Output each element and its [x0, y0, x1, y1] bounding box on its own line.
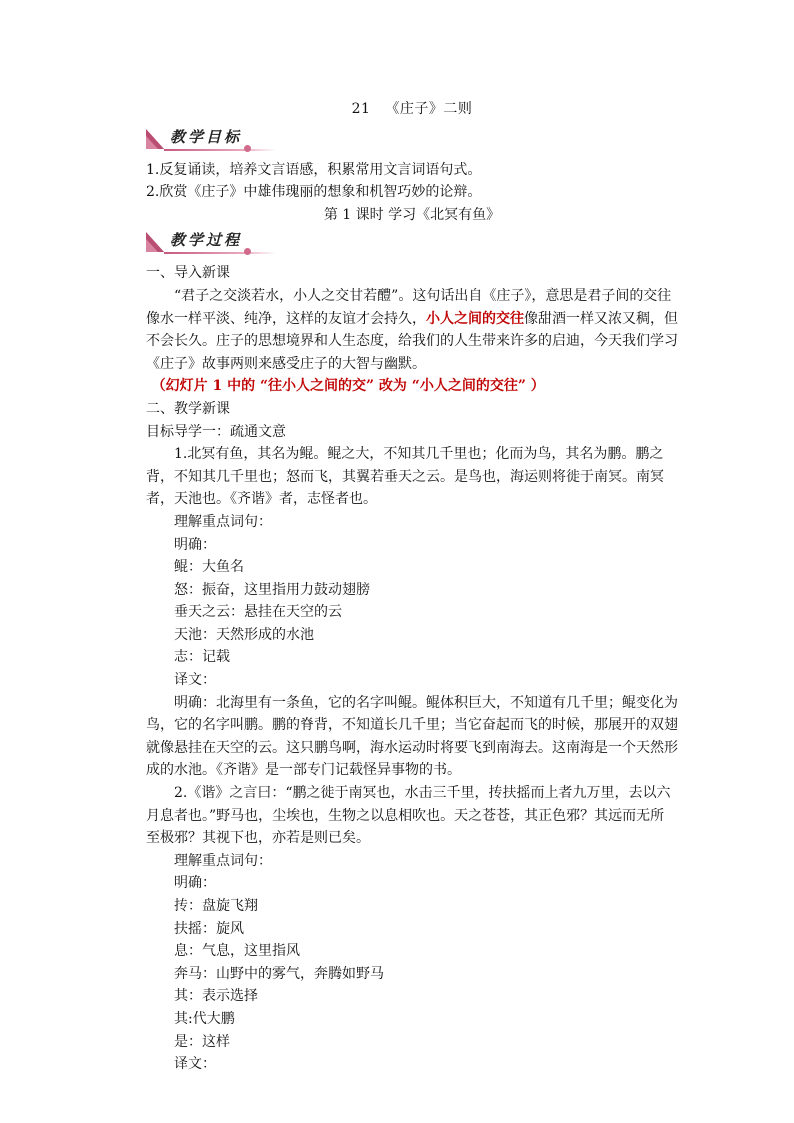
banner-underline [164, 149, 276, 151]
term-item: 垂天之云：悬挂在天空的云 [174, 604, 342, 621]
source-paragraph: 2.《谐》之言曰：“鹏之徙于南冥也，水击三千里，抟扶摇而上者九万里，去以六月息者也。”野马也，尘埃也，生物之以息相吹也。天之苍苍，其正色邪？其远而无所至极邪？其视下也，亦若是则已矣。 [146, 785, 671, 847]
term-item: 天池：天然形成的水池 [174, 626, 314, 643]
objectives-banner [144, 125, 274, 151]
term-item: 抟：盘旋飞翔 [174, 898, 258, 914]
source-paragraph: 1.北冥有鱼，其名为鲲。鲲之大，不知其几千里也；化而为鸟，其名为鹏。鹏之背，不知其几千里也；怒而飞，其翼若垂天之云。是鸟也，海运则将徙于南冥。南冥者，天池也。《齐谐》者，志怪者也。 [146, 446, 664, 508]
lesson-name: 《庄子》二则 [385, 101, 473, 117]
section-heading: 一、导入新课 [146, 265, 230, 282]
goal-heading: 目标导学一：疏通文意 [146, 423, 286, 440]
term-item: 鲲：大鱼名 [174, 559, 244, 576]
banner-underline [164, 252, 276, 254]
translation-paragraph: 明确：北海里有一条鱼，它的名字叫鲲。鲲体积巨大，不知道有几千里；鲲变化为鸟，它的名字叫鹏。鹏的脊背，不知道长几千里；当它奋起而飞的时候，那展开的双翅就像悬挂在天空的云。这只鹏鸟啊，海水运动时将要飞到南海去。这南海是一个天然形成的水池。《齐谐》是一部专门记载怪异事物的书。 [146, 694, 678, 779]
flag-icon [144, 127, 166, 149]
term-item: 扶摇：旋风 [174, 920, 244, 937]
intro-paragraph [146, 285, 678, 375]
key-words-label: 理解重点词句： [174, 513, 272, 530]
term-item: 怒：振奋，这里指用力鼓动翅膀 [174, 581, 370, 598]
process-banner-label: 教学过程 [170, 231, 243, 250]
page-title [146, 98, 678, 121]
process-banner [144, 228, 274, 254]
intro-text: “君子之交淡若水，小人之交甘若醴”。这句话出自《庄子》，意思是君子间的交往像水一样平淡、纯净，这样的友谊才会持久， [146, 287, 672, 327]
term-item: 息：气息，这里指风 [174, 943, 300, 960]
translation-label: 译文： [174, 1056, 216, 1073]
term-item: 志：记载 [174, 649, 230, 666]
lesson-number: 21 [351, 101, 371, 117]
clarify-label: 明确： [174, 536, 216, 553]
clarify-label: 明确： [174, 875, 216, 892]
term-item: 奔马：山野中的雾气，奔腾如野马 [174, 965, 384, 982]
document-content [146, 98, 678, 1076]
translation-label: 译文： [174, 672, 216, 689]
term-item: 是：这样 [174, 1033, 230, 1050]
key-words-label: 理解重点词句： [174, 852, 272, 869]
objectives-banner-label: 教学目标 [170, 127, 243, 146]
flag-icon [144, 230, 166, 252]
intro-text: 像甜酒一样又浓又稠，但不会长久。庄子的思想境界和人生态度，给我们的人生带来许多的启迪，今天我们学习《庄子》故事两则来感受庄子的大智与幽默。 [146, 310, 678, 372]
lesson-subtitle: 第 1 课时 学习《北冥有鱼》 [323, 206, 501, 223]
objective-item: 2.欣赏《庄子》中雄伟瑰丽的想象和机智巧妙的论辩。 [146, 184, 482, 201]
section-heading: 二、教学新课 [146, 400, 230, 417]
intro-highlight: 小人之间的交往 [426, 310, 524, 327]
banner-dot-icon [244, 145, 251, 152]
objective-item: 1.反复诵读，培养文言语感，积累常用文言词语句式。 [146, 161, 482, 178]
slide-note: （幻灯片 1 中的 “往小人之间的交” 改为 “小人之间的交往” ） [151, 378, 545, 395]
term-item: 其：表示选择 [174, 988, 258, 1005]
term-item: 其:代大鹏 [174, 1010, 235, 1027]
